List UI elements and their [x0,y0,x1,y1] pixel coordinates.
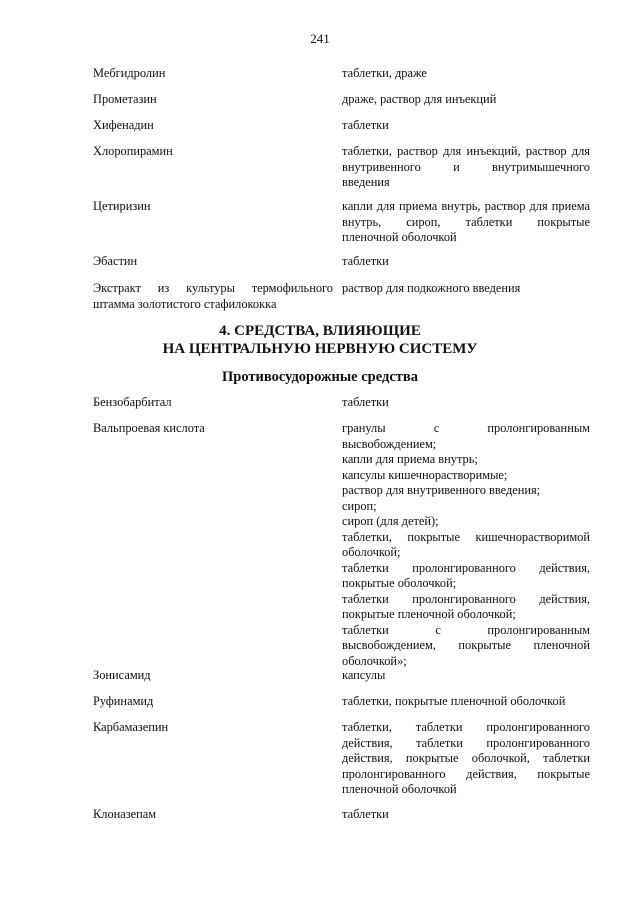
drug-name: Клоназепам [93,807,157,821]
dosage-form-line: покрытые пленочной оболочкой; [342,607,516,621]
dosage-form-line: таблетки [342,254,389,268]
drug-name: Руфинамид [93,694,154,708]
dosage-form-line: действия, покрытые оболочкой, таблетки [342,751,590,765]
dosage-form-line: высвобождением, покрытые пленочной [342,638,590,652]
dosage-form-line: драже, раствор для инъекций [342,92,497,106]
dosage-form-line: капсулы кишечнорастворимые; [342,467,508,482]
dosage-form [342,281,590,297]
dosage-form-line: введения [342,175,390,189]
dosage-form-line: капли для приема внутрь, раствор для приема [342,199,590,213]
dosage-form-line: капли для приема внутрь; [342,452,478,466]
dosage-form-line: внутрь, сироп, таблетки покрытые [342,214,590,229]
dosage-form [342,421,590,669]
dosage-form-line: пролонгированного действия, покрытые [342,766,590,781]
dosage-form-line: сироп; [342,498,377,513]
drug-name: Мебгидролин [93,66,166,80]
dosage-form-line: таблетки с пролонгированным [342,622,590,637]
dosage-form-line: раствор для внутривенного введения; [342,483,541,497]
dosage-form-line: таблетки [342,395,389,409]
dosage-form-line: таблетки, покрытые кишечнорастворимой [342,529,590,544]
drug-name: Карбамазепин [93,720,169,734]
drug-name: Эбастин [93,254,138,268]
dosage-form-line: таблетки, покрытые пленочной оболочкой [342,694,566,708]
dosage-form [342,668,590,684]
drug-name-line: Экстракт из культуры термофильного [93,281,333,295]
dosage-form-line: капсулы [342,668,386,682]
dosage-form [342,66,590,82]
dosage-form-line: таблетки пролонгированного действия, [342,591,590,606]
section-heading [0,322,640,358]
section-heading-line-1: 4. СРЕДСТВА, ВЛИЯЮЩИЕ [219,323,421,339]
dosage-form [342,694,590,710]
dosage-form-line: действия, таблетки пролонгированного [342,735,590,750]
drug-name: Бензобарбитал [93,395,172,409]
section-heading-line-2: НА ЦЕНТРАЛЬНУЮ НЕРВНУЮ СИСТЕМУ [162,341,478,357]
dosage-form-line: таблетки, драже [342,66,427,80]
dosage-form [342,144,590,191]
page-number: 241 [310,31,330,46]
dosage-form-line: раствор для подкожного введения [342,281,521,295]
dosage-form [342,807,590,823]
dosage-form-line: таблетки [342,118,389,132]
dosage-form [342,254,590,270]
drug-name: Хлоропирамин [93,144,173,158]
dosage-form-line: гранулы с пролонгированным [342,421,590,435]
dosage-form-line: покрытые оболочкой; [342,576,457,590]
dosage-form [342,118,590,134]
dosage-form-line: таблетки [342,807,389,821]
drug-name: Цетиризин [93,199,151,213]
dosage-form-line: внутривенного и внутримышечного [342,159,590,174]
dosage-form-line: высвобождением; [342,436,437,451]
drug-name [93,281,333,312]
dosage-form [342,199,590,246]
dosage-form-line: таблетки, таблетки пролонгированного [342,720,590,734]
drug-name: Хифенадин [93,118,154,132]
dosage-form-line: пленочной оболочкой [342,230,457,244]
dosage-form [342,720,590,798]
drug-name: Вальпроевая кислота [93,421,205,435]
dosage-form-line: таблетки, раствор для инъекций, раствор для [342,144,590,158]
drug-name: Прометазин [93,92,157,106]
dosage-form [342,395,590,411]
dosage-form-line: пленочной оболочкой [342,782,457,796]
dosage-form-line: сироп (для детей); [342,514,439,528]
drug-name: Зонисамид [93,668,151,682]
dosage-form-line: таблетки пролонгированного действия, [342,560,590,575]
drug-name-line: штамма золотистого стафилококка [93,296,277,311]
section-subheading: Противосудорожные средства [222,369,418,385]
dosage-form-line: оболочкой; [342,545,401,559]
dosage-form-line: оболочкой»; [342,653,407,668]
dosage-form [342,92,590,108]
